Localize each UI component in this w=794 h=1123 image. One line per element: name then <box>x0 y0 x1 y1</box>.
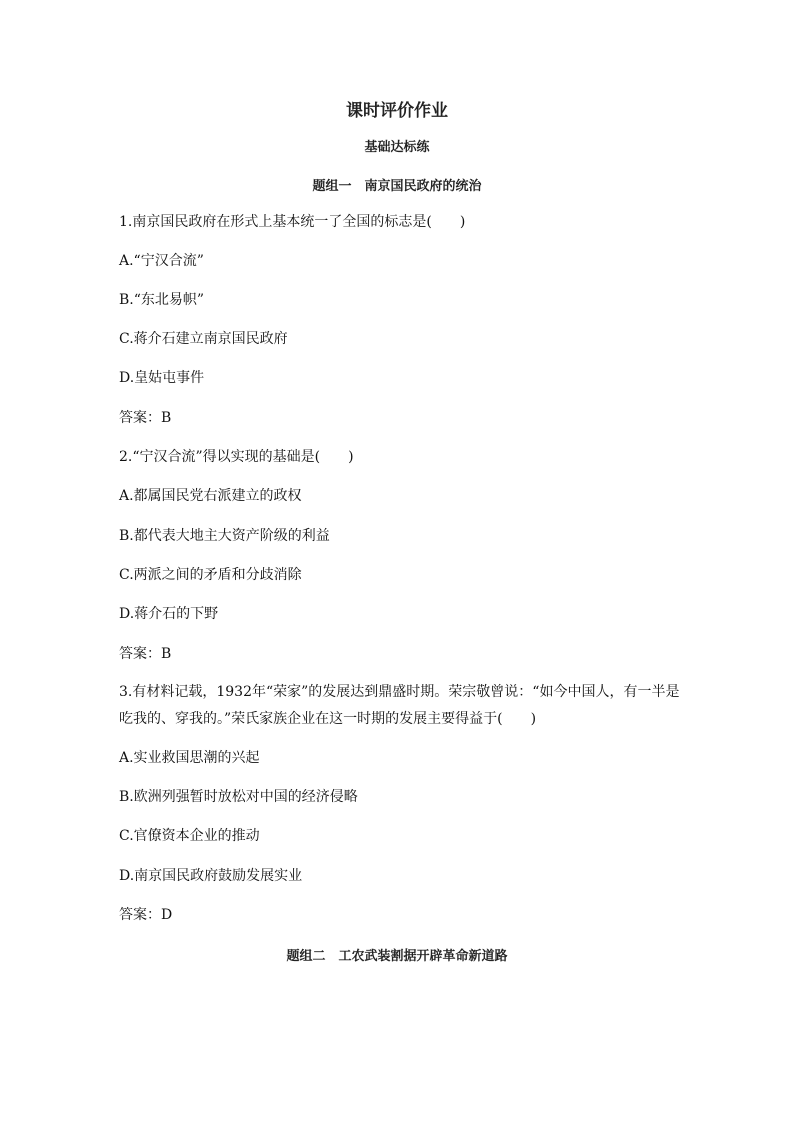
question-3-option-b: B.欧洲列强暂时放松对中国的经济侵略 <box>119 789 358 805</box>
question-1-stem: 1.南京国民政府在形式上基本统一了全国的标志是( ) <box>119 214 466 230</box>
question-3-stem-line-2: 吃我的、穿我的。”荣氏家族企业在这一时期的发展主要得益于( ) <box>119 711 537 727</box>
question-2-answer: 答案：B <box>119 646 172 662</box>
question-1-option-a: A.“宁汉合流” <box>119 253 204 269</box>
question-2-option-b: B.都代表大地主大资产阶级的利益 <box>119 528 330 544</box>
question-2-option-c: C.两派之间的矛盾和分歧消除 <box>119 567 302 583</box>
group-heading-2: 题组二 工农武装割据开辟革命新道路 <box>286 949 508 964</box>
question-1-option-d: D.皇姑屯事件 <box>119 370 205 386</box>
question-2-stem: 2.“宁汉合流”得以实现的基础是( ) <box>119 449 354 465</box>
question-2-option-d: D.蒋介石的下野 <box>119 606 219 622</box>
question-3-answer: 答案：D <box>119 907 173 923</box>
question-2-option-a: A.都属国民党右派建立的政权 <box>119 488 302 504</box>
question-3-option-c: C.官僚资本企业的推动 <box>119 828 260 844</box>
question-3-stem-line-1: 3.有材料记载，1932年“荣家”的发展达到鼎盛时期。荣宗敬曾说：“如今中国人，有一半是 <box>119 684 680 700</box>
question-3-option-d: D.南京国民政府鼓励发展实业 <box>119 868 303 884</box>
question-3-option-a: A.实业救国思潮的兴起 <box>119 750 260 766</box>
question-1-option-c: C.蒋介石建立南京国民政府 <box>119 331 288 347</box>
question-1-answer: 答案：B <box>119 410 172 426</box>
page-title: 课时评价作业 <box>346 101 448 121</box>
group-heading-1: 题组一 南京国民政府的统治 <box>312 179 482 194</box>
section-subtitle: 基础达标练 <box>364 140 430 155</box>
question-1-option-b: B.“东北易帜” <box>119 292 205 308</box>
